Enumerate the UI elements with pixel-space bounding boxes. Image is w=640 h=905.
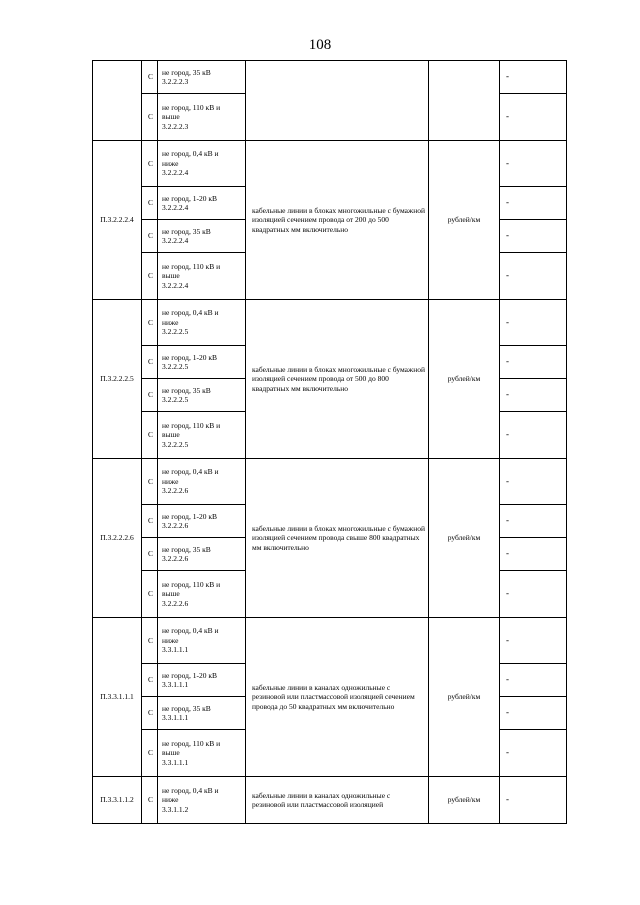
category-cell: С bbox=[142, 94, 158, 141]
voltage-cell: не город, 1-20 кВ 3.2.2.2.5 bbox=[158, 346, 246, 379]
code-cell bbox=[93, 61, 142, 141]
category-cell: С bbox=[142, 412, 158, 459]
value-cell: - bbox=[500, 379, 567, 412]
category-cell: С bbox=[142, 664, 158, 697]
value-cell: - bbox=[500, 187, 567, 220]
category-cell: С bbox=[142, 61, 158, 94]
category-cell: С bbox=[142, 505, 158, 538]
value-cell: - bbox=[500, 141, 567, 187]
voltage-cell: не город, 110 кВ и выше 3.2.2.2.3 bbox=[158, 94, 246, 141]
category-cell: С bbox=[142, 730, 158, 777]
unit-cell: рублей/км bbox=[429, 618, 500, 777]
voltage-cell: не город, 0,4 кВ и ниже 3.3.1.1.2 bbox=[158, 777, 246, 824]
table-row bbox=[93, 141, 567, 187]
category-cell: С bbox=[142, 379, 158, 412]
table-row bbox=[93, 61, 567, 94]
voltage-cell: не город, 0,4 кВ и ниже 3.2.2.2.6 bbox=[158, 459, 246, 505]
value-cell: - bbox=[500, 777, 567, 824]
tariff-table bbox=[92, 60, 567, 824]
unit-cell: рублей/км bbox=[429, 141, 500, 300]
value-cell: - bbox=[500, 94, 567, 141]
value-cell: - bbox=[500, 618, 567, 664]
description-cell bbox=[246, 61, 429, 141]
voltage-cell: не город, 1-20 кВ 3.2.2.2.6 bbox=[158, 505, 246, 538]
code-cell: П.3.3.1.1.2 bbox=[93, 777, 142, 824]
category-cell: С bbox=[142, 253, 158, 300]
voltage-cell: не город, 0,4 кВ и ниже 3.3.1.1.1 bbox=[158, 618, 246, 664]
voltage-cell: не город, 110 кВ и выше 3.2.2.2.4 bbox=[158, 253, 246, 300]
category-cell: С bbox=[142, 538, 158, 571]
table-row bbox=[93, 459, 567, 505]
description-cell: кабельные линии в каналах одножильные с резиновой или пластмассовой изоляцией сечением провода до 50 квадратных мм включительно bbox=[246, 618, 429, 777]
category-cell: С bbox=[142, 346, 158, 379]
voltage-cell: не город, 35 кВ 3.2.2.2.4 bbox=[158, 220, 246, 253]
code-cell: П.3.2.2.2.6 bbox=[93, 459, 142, 618]
voltage-cell: не город, 1-20 кВ 3.3.1.1.1 bbox=[158, 664, 246, 697]
voltage-cell: не город, 110 кВ и выше 3.3.1.1.1 bbox=[158, 730, 246, 777]
unit-cell: рублей/км bbox=[429, 459, 500, 618]
category-cell: С bbox=[142, 220, 158, 253]
category-cell: С bbox=[142, 187, 158, 220]
voltage-cell: не город, 35 кВ 3.2.2.2.5 bbox=[158, 379, 246, 412]
voltage-cell: не город, 1-20 кВ 3.2.2.2.4 bbox=[158, 187, 246, 220]
voltage-cell: не город, 0,4 кВ и ниже 3.2.2.2.4 bbox=[158, 141, 246, 187]
value-cell: - bbox=[500, 346, 567, 379]
code-cell: П.3.2.2.2.4 bbox=[93, 141, 142, 300]
category-cell: С bbox=[142, 459, 158, 505]
description-cell: кабельные линии в каналах одножильные с резиновой или пластмассовой изоляцией bbox=[246, 777, 429, 824]
category-cell: С bbox=[142, 141, 158, 187]
value-cell: - bbox=[500, 220, 567, 253]
value-cell: - bbox=[500, 664, 567, 697]
value-cell: - bbox=[500, 697, 567, 730]
category-cell: С bbox=[142, 618, 158, 664]
voltage-cell: не город, 35 кВ 3.3.1.1.1 bbox=[158, 697, 246, 730]
table-row bbox=[93, 777, 567, 824]
category-cell: С bbox=[142, 777, 158, 824]
value-cell: - bbox=[500, 505, 567, 538]
description-cell: кабельные линии в блоках многожильные с бумажной изоляцией сечением провода от 500 до 800 квадратных мм включительно bbox=[246, 300, 429, 459]
voltage-cell: не город, 110 кВ и выше 3.2.2.2.6 bbox=[158, 571, 246, 618]
unit-cell: рублей/км bbox=[429, 300, 500, 459]
category-cell: С bbox=[142, 571, 158, 618]
value-cell: - bbox=[500, 61, 567, 94]
code-cell: П.3.3.1.1.1 bbox=[93, 618, 142, 777]
voltage-cell: не город, 35 кВ 3.2.2.2.6 bbox=[158, 538, 246, 571]
voltage-cell: не город, 0,4 кВ и ниже 3.2.2.2.5 bbox=[158, 300, 246, 346]
unit-cell bbox=[429, 61, 500, 141]
unit-cell: рублей/км bbox=[429, 777, 500, 824]
value-cell: - bbox=[500, 459, 567, 505]
page-number: 108 bbox=[308, 37, 332, 53]
value-cell: - bbox=[500, 571, 567, 618]
value-cell: - bbox=[500, 730, 567, 777]
code-cell: П.3.2.2.2.5 bbox=[93, 300, 142, 459]
category-cell: С bbox=[142, 697, 158, 730]
description-cell: кабельные линии в блоках многожильные с бумажной изоляцией сечением провода от 200 до 500 квадратных мм включительно bbox=[246, 141, 429, 300]
value-cell: - bbox=[500, 300, 567, 346]
voltage-cell: не город, 110 кВ и выше 3.2.2.2.5 bbox=[158, 412, 246, 459]
value-cell: - bbox=[500, 412, 567, 459]
category-cell: С bbox=[142, 300, 158, 346]
value-cell: - bbox=[500, 253, 567, 300]
voltage-cell: не город, 35 кВ 3.2.2.2.3 bbox=[158, 61, 246, 94]
table-row bbox=[93, 300, 567, 346]
description-cell: кабельные линии в блоках многожильные с бумажной изоляцией сечением провода свыше 800 квадратных мм включительно bbox=[246, 459, 429, 618]
value-cell: - bbox=[500, 538, 567, 571]
table-row bbox=[93, 618, 567, 664]
